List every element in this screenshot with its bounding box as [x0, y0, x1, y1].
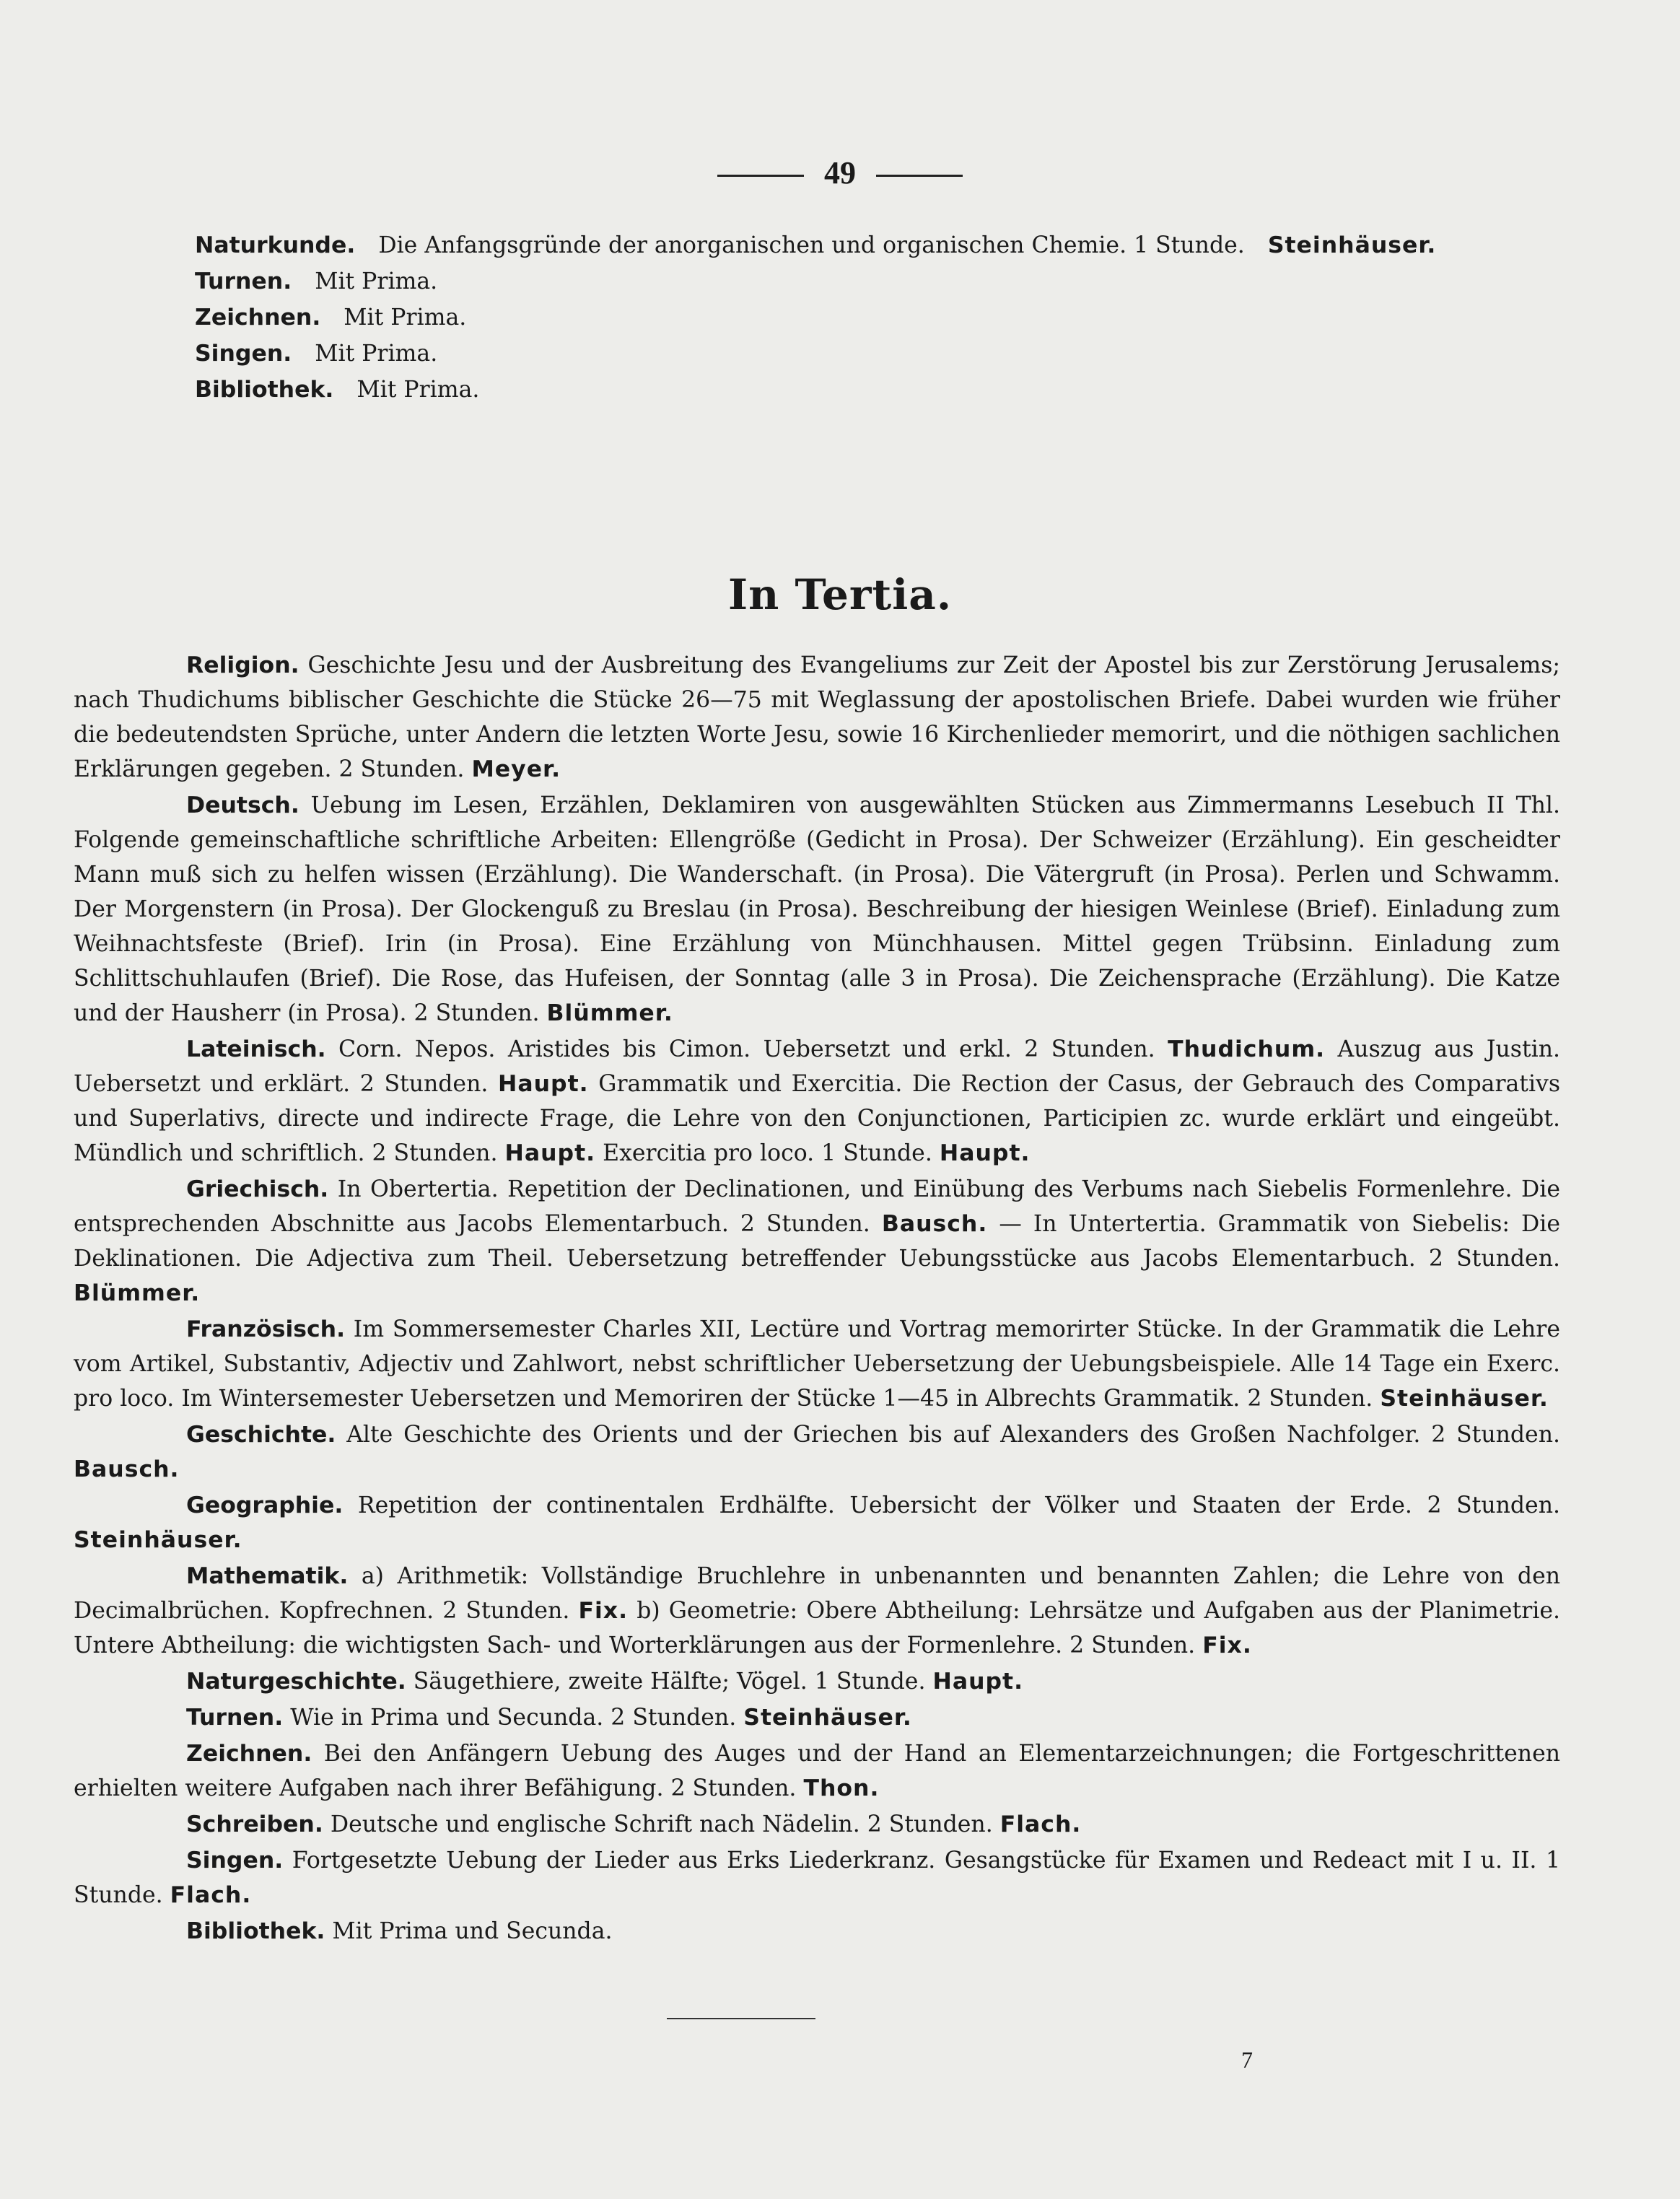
page-number: 49	[824, 155, 856, 191]
entry-text: Säugethiere, zweite Hälfte; Vögel. 1 Stunde.	[413, 1669, 926, 1695]
top-subject-list	[74, 228, 1560, 408]
entry-text: Bei den Anfängern Uebung des Auges und der Hand an Elementarzeichnungen; die Fortgeschrittenen erhielten weitere Aufgaben nach ihrer Befähigung. 2 Stunden.	[74, 1741, 1560, 1801]
teacher-name: Steinhäuser.	[74, 1527, 242, 1553]
teacher-name: Blümmer.	[74, 1280, 201, 1306]
entry-text: Mit Prima.	[315, 341, 438, 367]
teacher-name: Haupt.	[504, 1140, 596, 1166]
top-item	[195, 264, 1560, 299]
geographie-paragraph	[74, 1488, 1560, 1557]
entry-text: Corn. Nepos. Aristides bis Cimon. Uebersetzt und erkl. 2 Stunden.	[338, 1036, 1155, 1062]
subject-heading: Geschichte.	[186, 1422, 336, 1448]
teacher-name: Blümmer.	[546, 1000, 673, 1026]
entry-text: In Obertertia. Repetition der Declinationen, und Einübung des Verbums nach Siebelis Formenlehre. Die entsprechenden Abschnitte aus Jacobs Elementarbuch. 2 Stunden.	[74, 1176, 1560, 1237]
entry-text: Auszug aus Justin. Uebersetzt und erklärt. 2 Stunden.	[74, 1036, 1561, 1097]
entry-text: Wie in Prima und Secunda. 2 Stunden.	[290, 1705, 737, 1731]
singen-paragraph	[74, 1843, 1560, 1912]
entry-text: — In Untertertia. Grammatik von Siebelis: Die Deklinationen. Die Adjectiva zum Theil. Uebersetzung betreffender Uebungsstücke aus Jacobs Elementarbuch. 2 Stunden.	[74, 1211, 1560, 1272]
teacher-name: Haupt.	[939, 1140, 1031, 1166]
subject-heading: Griechisch.	[186, 1176, 329, 1202]
header-rule-right	[876, 175, 963, 177]
entry-text: a) Arithmetik: Vollständige Bruchlehre in unbenannten und benannten Zahlen; die Lehre von den Decimalbrüchen. Kopfrechnen. 2 Stunden.	[74, 1563, 1561, 1624]
entry-text: Mit Prima.	[344, 305, 467, 331]
subject-heading: Geographie.	[186, 1492, 344, 1518]
entry-text: Repetition der continentalen Erdhälfte. Uebersicht der Völker und Staaten der Erde. 2 Stunden.	[357, 1492, 1560, 1518]
entry-text: Deutsche und englische Schrift nach Nädelin. 2 Stunden.	[330, 1811, 993, 1837]
subject-heading: Deutsch.	[186, 792, 299, 818]
franzoesisch-paragraph	[74, 1312, 1560, 1416]
entry-text: Die Anfangsgründe der anorganischen und organischen Chemie. 1 Stunde.	[378, 232, 1245, 258]
teacher-name: Haupt.	[932, 1669, 1024, 1695]
entry-text: Exercitia pro loco. 1 Stunde.	[603, 1140, 932, 1166]
teacher-name: Steinhäuser.	[1267, 232, 1437, 258]
subject-heading: Turnen.	[186, 1705, 284, 1731]
turnen-paragraph	[74, 1700, 1560, 1735]
teacher-name: Bausch.	[881, 1211, 988, 1237]
religion-paragraph	[74, 648, 1560, 787]
teacher-name: Fix.	[578, 1598, 629, 1624]
entry-text: Geschichte Jesu und der Ausbreitung des Evangeliums zur Zeit der Apostel bis zur Zerstörung Jerusalems; nach Thudichums biblischer Geschichte die Stücke 26—75 mit Weglassung der apostolischen Briefe. Dabei wurden wie früher die bedeutendsten Sprüche, unter Andern die letzten Worte Jesu, sowie 16 Kirchenlieder memorirt, und die nöthigen sachlichen Erklärungen gegeben. 2 Stunden.	[74, 652, 1560, 782]
zeichnen-paragraph	[74, 1736, 1560, 1806]
top-item	[195, 372, 1560, 407]
entry-text: b) Geometrie: Obere Abtheilung: Lehrsätze und Aufgaben aus der Planimetrie. Untere Abtheilung: die wichtigsten Sach- und Worterklärungen aus der Formenlehre. 2 Stunden.	[74, 1598, 1560, 1658]
subject-heading: Mathematik.	[186, 1563, 349, 1589]
entry-text: Uebung im Lesen, Erzählen, Deklamiren von ausgewählten Stücken aus Zimmermanns Lesebuch II Thl. Folgende gemeinschaftliche schriftliche Arbeiten: Ellengröße (Gedicht in Prosa). Der Schweizer (Erzählung). Ein gescheidter Mann muß sich zu helfen wissen (Erzählung). Die Wanderschaft. (in Prosa). Die Vätergruft (in Prosa). Perlen und Schwamm. Der Morgenstern (in Prosa). Der Glockenguß zu Breslau (in Prosa). Beschreibung der hiesigen Weinlese (Brief). Einladung zum Weihnachtsfeste (Brief). Irin (in Prosa). Eine Erzählung von Münchhausen. Mittel gegen Trübsinn. Einladung zum Schlittschuhlaufen (Brief). Die Rose, das Hufeisen, der Sonntag (alle 3 in Prosa). Die Zeichensprache (Erzählung). Die Katze und der Hausherr (in Prosa). 2 Stunden.	[74, 792, 1560, 1026]
subject-heading: Bibliothek.	[195, 377, 334, 403]
schreiben-paragraph	[74, 1807, 1560, 1842]
subject-heading: Turnen.	[195, 268, 292, 294]
teacher-name: Meyer.	[471, 756, 561, 782]
teacher-name: Fix.	[1202, 1632, 1252, 1658]
subject-heading: Französisch.	[186, 1316, 346, 1342]
entry-text: Fortgesetzte Uebung der Lieder aus Erks Liederkranz. Gesangstücke für Examen und Redeact mit I u. II. 1 Stunde.	[74, 1848, 1561, 1908]
subject-heading: Lateinisch.	[186, 1036, 326, 1062]
entry-text: Alte Geschichte des Orients und der Griechen bis auf Alexanders des Großen Nachfolger. 2 Stunden.	[346, 1422, 1561, 1448]
bibliothek-paragraph	[74, 1914, 1560, 1949]
entry-text: Mit Prima.	[315, 268, 438, 294]
top-item	[195, 228, 1560, 263]
teacher-name: Steinhäuser.	[1380, 1386, 1549, 1412]
geschichte-paragraph	[74, 1417, 1560, 1487]
subject-heading: Singen.	[186, 1848, 284, 1874]
deutsch-paragraph	[74, 788, 1560, 1031]
mathematik-paragraph	[74, 1559, 1560, 1663]
header-rule-left	[717, 175, 804, 177]
top-item	[195, 336, 1560, 371]
griechisch-paragraph	[74, 1172, 1560, 1311]
section-title: In Tertia.	[727, 570, 953, 619]
naturgeschichte-paragraph	[74, 1664, 1560, 1699]
footer-number: 7	[1241, 2047, 1253, 2073]
subject-heading: Schreiben.	[186, 1811, 323, 1837]
subject-heading: Bibliothek.	[186, 1918, 325, 1944]
subject-heading: Zeichnen.	[186, 1741, 312, 1767]
entry-text: Im Sommersemester Charles XII, Lectüre und Vortrag memorirter Stücke. In der Grammatik die Lehre vom Artikel, Substantiv, Adjectiv und Zahlwort, nebst schriftlicher Uebersetzung der Uebungsbeispiele. Alle 14 Tage ein Exerc. pro loco. Im Wintersemester Uebersetzen und Memoriren der Stücke 1—45 in Albrechts Grammatik. 2 Stunden.	[74, 1316, 1561, 1412]
teacher-name: Haupt.	[498, 1071, 589, 1097]
tertia-curriculum	[74, 648, 1560, 1950]
subject-heading: Singen.	[195, 341, 292, 367]
teacher-name: Bausch.	[74, 1456, 180, 1482]
subject-heading: Naturgeschichte.	[186, 1669, 406, 1695]
teacher-name: Steinhäuser.	[743, 1705, 912, 1731]
teacher-name: Flach.	[170, 1882, 252, 1908]
entry-text: Mit Prima.	[356, 377, 480, 403]
teacher-name: Thon.	[803, 1775, 880, 1801]
latein-paragraph	[74, 1032, 1560, 1171]
subject-heading: Naturkunde.	[195, 232, 356, 258]
subject-heading: Religion.	[186, 652, 299, 678]
entry-text: Mit Prima und Secunda.	[332, 1918, 613, 1944]
page-number-header	[0, 154, 1680, 191]
bottom-rule	[667, 2018, 815, 2019]
teacher-name: Flach.	[999, 1811, 1082, 1837]
top-item	[195, 300, 1560, 335]
entry-text: Grammatik und Exercitia. Die Rection der Casus, der Gebrauch des Comparativs und Superlativs, directe und indirecte Frage, die Lehre von den Conjunctionen, Participien zc. wurde erklärt und eingeübt. Mündlich und schriftlich. 2 Stunden.	[74, 1071, 1560, 1166]
subject-heading: Zeichnen.	[195, 305, 321, 331]
teacher-name: Thudichum.	[1168, 1036, 1326, 1062]
